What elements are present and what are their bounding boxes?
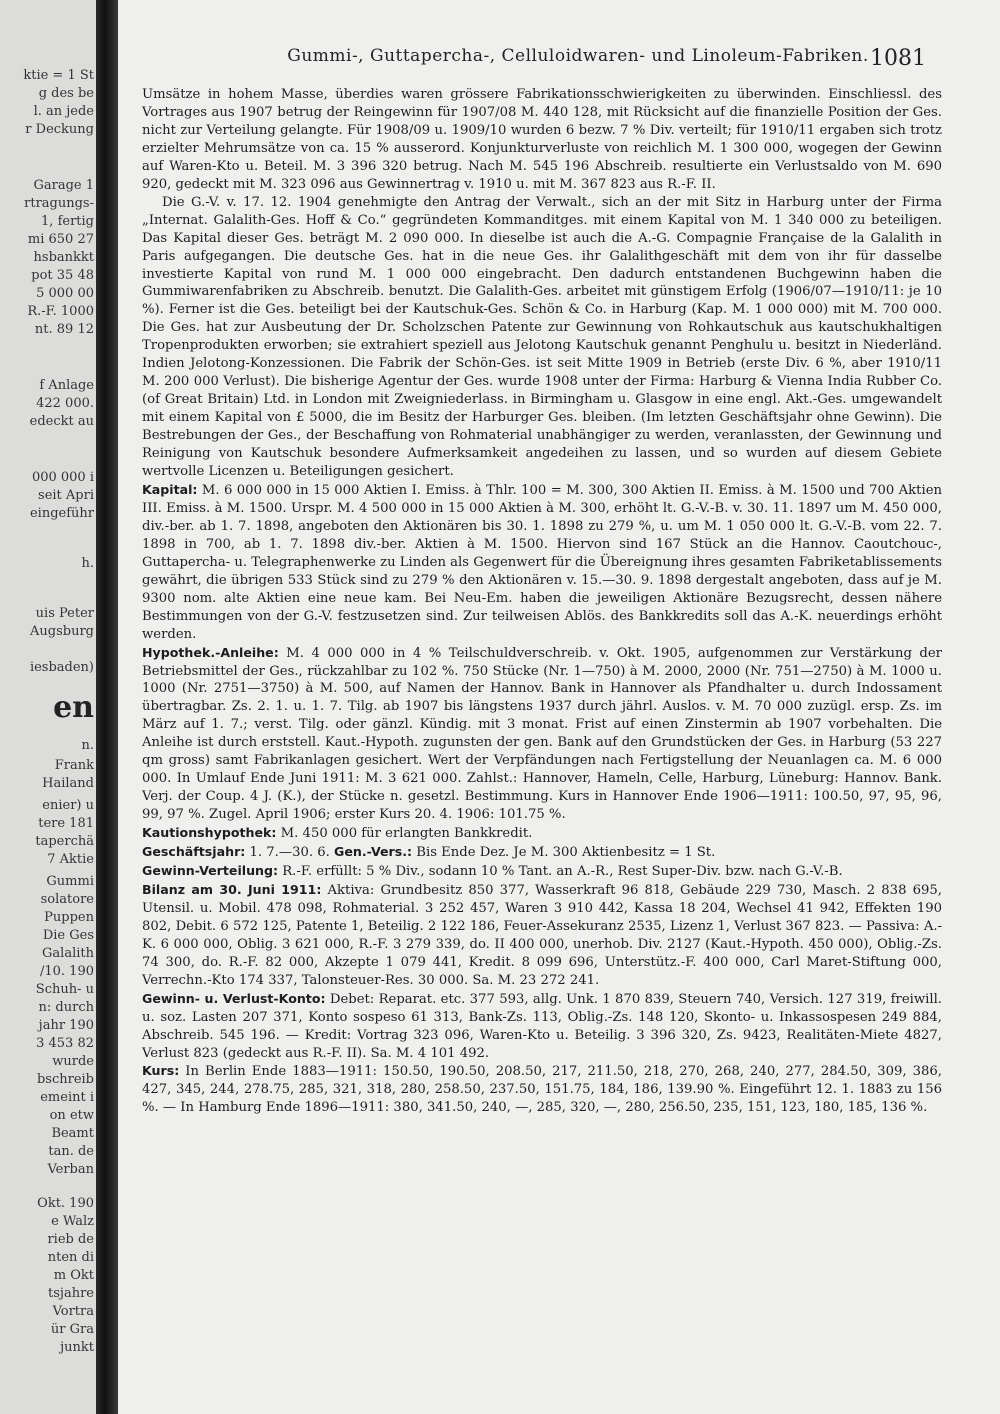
- left-margin-fragment: g des be: [38, 86, 94, 101]
- paragraph-gewinn-verteilung: [142, 862, 942, 881]
- section-label: Hypothek.-Anleihe:: [142, 644, 279, 660]
- left-margin-fragment: junkt: [60, 1340, 94, 1355]
- section-label: Kapital:: [142, 481, 198, 497]
- left-margin-fragment: Hailand: [42, 776, 94, 791]
- left-margin-fragment: Vortra: [52, 1304, 94, 1319]
- left-margin-fragment: Okt. 190: [37, 1196, 94, 1211]
- left-margin-fragment: emeint i: [40, 1090, 94, 1105]
- paragraph-beteiligungen: [142, 194, 942, 481]
- book-gutter: [96, 0, 118, 1414]
- page-number: 1081: [870, 46, 926, 71]
- left-margin-fragment: en: [53, 690, 94, 725]
- left-margin-fragment: hsbankkt: [33, 250, 94, 265]
- left-margin-fragment: Augsburg: [30, 624, 94, 639]
- left-margin-fragment: eingeführ: [29, 506, 94, 521]
- paragraph-text: R.-F. erfüllt: 5 % Div., sodann 10 % Tant. an A.-R., Rest Super-Div. bzw. nach G.-V.-B.: [278, 863, 843, 879]
- left-margin-fragment: rieb de: [47, 1232, 94, 1247]
- left-margin-fragment: /10. 190: [40, 964, 94, 979]
- left-margin-fragment: uis Peter: [35, 606, 94, 621]
- left-margin-fragment: ktie = 1 St: [23, 68, 94, 83]
- left-margin-fragment: Gummi: [46, 874, 94, 889]
- left-margin-fragment: edeckt au: [29, 414, 94, 429]
- left-margin-fragment: 1, fertig: [41, 214, 94, 229]
- left-margin-fragment: tere 181: [38, 816, 94, 831]
- paragraph-kautionshypothek: [142, 824, 942, 843]
- left-margin-fragment: 7 Aktie: [47, 852, 94, 867]
- paragraph-gewinn-verlust: [142, 990, 942, 1063]
- section-label: Gewinn-Verteilung:: [142, 862, 279, 878]
- paragraph-geschaeftsjahr: [142, 843, 942, 862]
- left-margin-fragment: Die Ges: [42, 928, 94, 943]
- left-margin-fragment: nten di: [47, 1250, 94, 1265]
- left-facing-page: [0, 0, 96, 1414]
- left-margin-fragment: Puppen: [44, 910, 94, 925]
- section-label: Kautionshypothek:: [142, 825, 277, 841]
- left-margin-fragment: Frank: [54, 758, 94, 773]
- paragraph-text: M. 6 000 000 in 15 000 Aktien I. Emiss. à Thlr. 100 = M. 300, 300 Aktien II. Emiss. à M. 1500 und 700 Aktien III. Emiss. à M. 1500. Urspr. M. 4 500 000 in 15 000 Aktien à M. 300, erhöht lt. G.-V.-B. v. 30. 11. 1897 um M. 450 000, div.-ber. ab 1. 7. 1898, angeboten den Aktionären bis 30. 1. 1898 zu 279 %, u. um M. 1 050 000 lt. G.-V.-B. vom 22. 7. 1898 in 700, ab 1. 7. 1898 div.-ber. Aktien à M. 1500. Hiervon sind 167 Stück an die Hannov. Caoutchouc-, Guttapercha- u. Telegraphenwerke zu Linden als Gegenwert für die Übereignung ihres gesamten Fabriketablissements gewährt, die übrigen 533 Stück sind zu 279 % den Aktionären v. 15.—30. 9. 1898 dergestalt angeboten, dass auf je M. 9300 nom. alte Aktien eine neue kam. Bei Neu-Em. haben die jeweiligen Aktionäre Bezugsrecht, dessen nähere Bestimmungen von der G.-V. festzusetzen sind. Zur teilweisen Ablös. des Bankkredits soll das A.-K. neuerdings erhöht werden.: [142, 482, 943, 642]
- paragraph-hypothek-anleihe: [142, 644, 942, 825]
- left-margin-fragment: rtragungs-: [24, 196, 94, 211]
- left-margin-fragment: jahr 190: [38, 1018, 94, 1033]
- left-margin-fragment: l. an jede: [33, 104, 94, 119]
- paragraph-text: Bis Ende Dez. Je M. 300 Aktienbesitz = 1 St.: [412, 845, 716, 861]
- section-label: Kurs:: [142, 1063, 180, 1079]
- paragraph-text: In Berlin Ende 1883—1911: 150.50, 190.50, 208.50, 217, 211.50, 218, 270, 268, 240, 277, 284.50, 309, 386, 427, 345, 244, 278.75, 285, 321, 318, 280, 258.50, 237.50, 151.75, 184, 186, 139.90 %. Eingeführt 12. 1. 1883 zu 156 %. — In Hamburg Ende 1896—1911: 380, 341.50, 240, —, 285, 320, —, 280, 256.50, 235, 151, 123, 180, 185, 136 %.: [142, 1064, 942, 1116]
- left-margin-fragment: Verban: [47, 1162, 94, 1177]
- left-margin-fragment: iesbaden): [29, 660, 94, 675]
- left-margin-fragment: pot 35 48: [31, 268, 94, 283]
- section-label: Gen.-Vers.:: [334, 844, 413, 860]
- left-margin-fragment: f Anlage: [39, 378, 94, 393]
- left-margin-fragment: bschreib: [36, 1072, 94, 1087]
- left-margin-fragment: h.: [81, 556, 94, 571]
- left-margin-fragment: taperchä: [35, 834, 94, 849]
- left-margin-fragment: e Walz: [51, 1214, 94, 1229]
- paragraph-text: 1. 7.—30. 6.: [245, 845, 335, 861]
- left-margin-fragment: Beamt: [51, 1126, 94, 1141]
- left-margin-fragment: Schuh- u: [35, 982, 94, 997]
- left-margin-fragment: tsjahre: [48, 1286, 94, 1301]
- paragraph-bilanz: [142, 881, 942, 990]
- paragraph-kapital: [142, 481, 942, 644]
- left-margin-fragment: 422 000.: [36, 396, 94, 411]
- paragraph-text: Aktiva: Grundbesitz 850 377, Wasserkraft 96 818, Gebäude 229 730, Masch. 2 838 695, Utensil. u. Mobil. 478 098, Rohmaterial. 3 252 457, Waren 3 910 442, Kassa 18 204, Wechsel 41 942, Effekten 190 802, Debit. 6 572 125, Patente 1, Beteilig. 2 122 186, Feuer-Assekuranz 2535, Lizenz 1, Verlust 367 823. — Passiva: A.-K. 6 000 000, Oblig. 3 621 000, R.-F. 3 279 339, do. II 400 000, unerhob. Div. 2127 (Kaut.-Hypoth. 450 000), Oblig.-Zs. 74 300, do. R.-F. 82 000, Akzepte 1 079 441, Kredit. 8 099 696, Unterstütz.-F. 400 000, Carl Maret-Stiftung 000, Verrechn.-Kto 174 337, Talonsteuer-Res. 30 000. Sa. M. 23 272 241.: [142, 882, 942, 988]
- left-margin-fragment: mi 650 27: [27, 232, 94, 247]
- left-margin-fragment: m Okt: [53, 1268, 94, 1283]
- left-margin-fragment: enier) u: [42, 798, 94, 813]
- left-margin-fragment: n: durch: [38, 1000, 94, 1015]
- running-header: Gummi-, Guttapercha-, Celluloidwaren- und Linoleum-Fabriken.: [287, 46, 869, 66]
- left-margin-fragment: wurde: [52, 1054, 94, 1069]
- document-page: [118, 0, 1000, 1414]
- left-margin-fragment: r Deckung: [25, 122, 94, 137]
- left-margin-fragment: solatore: [40, 892, 94, 907]
- left-margin-fragment: tan. de: [48, 1144, 94, 1159]
- section-label: Geschäftsjahr:: [142, 844, 246, 860]
- section-label: Gewinn- u. Verlust-Konto:: [142, 990, 326, 1006]
- paragraph-text: M. 4 000 000 in 4 % Teilschuldverschreib. v. Okt. 1905, aufgenommen zur Verstärkung der Betriebsmittel der Ges., rückzahlbar zu 102 %. 750 Stücke (Nr. 1—750) à M. 2000, 2000 (Nr. 751—2750) à M. 1000 u. 1000 (Nr. 2751—3750) à M. 500, auf Namen der Hannov. Bank in Hannover als Pfandhalter u. durch Indossament übertragbar. Zs. 2. 1. u. 1. 7. Tilg. ab 1907 bis längstens 1937 durch jährl. Auslos. v. M. 70 000 zuzügl. ersp. Zs. im März auf 1. 7.; verst. Tilg. oder gänzl. Kündig. mit 3 monat. Frist auf einen Zinstermin ab 1907 vorbehalten. Die Anleihe ist durch erststell. Kaut.-Hypoth. zugunsten der gen. Bank auf den Grundstücken der Ges. in Harburg (53 227 qm gross) samt Fabrikanlagen gesichert. Wert der Verpfändungen nach Fertigstellung der Neuanlagen ca. M. 6 000 000. In Umlauf Ende Juni 1911: M. 3 621 000. Zahlst.: Hannover, Hameln, Celle, Harburg, Lüneburg: Hannov. Bank. Verj. der Coup. 4 J. (K.), der Stücke n. gesetzl. Bestimmung. Kurs in Hannover Ende 1906—1911: 100.50, 97, 95, 96, 99, 97 %. Zugel. April 1906; erster Kurs 20. 4. 1906: 101.75 %.: [142, 645, 942, 823]
- left-margin-fragment: 000 000 i: [31, 470, 94, 485]
- body-text: [142, 86, 942, 1117]
- left-margin-fragment: 5 000 00: [36, 286, 94, 301]
- left-margin-fragment: on etw: [49, 1108, 94, 1123]
- left-margin-fragment: Garage 1: [33, 178, 94, 193]
- left-margin-fragment: ür Gra: [50, 1322, 94, 1337]
- left-margin-fragment: R.-F. 1000: [27, 304, 94, 319]
- paragraph-text: Debet: Reparat. etc. 377 593, allg. Unk. 1 870 839, Steuern 740, Versich. 127 319, freiwill. u. soz. Lasten 207 371, Konto sospeso 61 313, Bank-Zs. 113, Oblig.-Zs. 148 120, Skonto- u. Inkassospesen 249 884, Abschreib. 545 196. — Kredit: Vortrag 323 096, Waren-Kto u. Beteilig. 3 396 320, Zs. 9423, Realitäten-Miete 4827, Verlust 823 (gedeckt aus R.-F. II). Sa. M. 4 101 492.: [142, 991, 942, 1061]
- paragraph-kurs: [142, 1062, 942, 1117]
- left-margin-fragment: Galalith: [42, 946, 94, 961]
- paragraph-text: M. 450 000 für erlangten Bankkredit.: [276, 826, 533, 842]
- left-margin-fragment: nt. 89 12: [34, 322, 94, 337]
- left-margin-fragment: n.: [81, 738, 94, 753]
- paragraph-text: Die G.-V. v. 17. 12. 1904 genehmigte den Antrag der Verwalt., sich an der mit Sitz in Harburg unter der Firma „Internat. Galalith-Ges. Hoff & Co.“ gegründeten Kommanditges. mit einem Kapital von M. 1 340 000 zu beteiligen. Das Kapital dieser Ges. beträgt M. 2 090 000. In dieselbe ist auch die A.-G. Compagnie Française de la Galalith in Paris aufgegangen. Die deutsche Ges. hat in die neue Ges. ihr Galalithgeschäft mit dem von ihr für dasselbe investierte Kapital von rund M. 1 000 000 eingebracht. Den dadurch entstandenen Buchgewinn haben die Gummiwarenfabriken zu Abschreib. benutzt. Die Galalith-Ges. arbeitet mit günstigem Erfolg (1906/07—1910/11: je 10 %). Ferner ist die Ges. beteiligt bei der Kautschuk-Ges. Schön & Co. in Harburg (Kap. M. 1 000 000) mit M. 700 000. Die Ges. hat zur Ausbeutung der Dr. Scholzschen Patente zur Gewinnung von Rohkautschuk aus kautschukhaltigen Tropenprodukten erworben; sie extrahiert speziell aus Jelotong Kautschuk genannt Penghulu u. besitzt in Niederländ. Indien Jelotong-Konzessionen. Die Fabrik der Schön-Ges. ist seit Mitte 1909 in Betrieb (erste Div. 6 %, aber 1910/11 M. 200 000 Verlust). Die bisherige Agentur der Ges. wurde 1908 unter der Firma: Harburg & Vienna India Rubber Co. (of Great Britain) Ltd. in London mit Zweigniederlass. in Birmingham u. Glasgow in eine engl. Akt.-Ges. umgewandelt mit einem Kapital von £ 5000, die im Besitz der Harburger Ges. bleiben. (Im letzten Geschäftsjahr ohne Gewinn). Die Bestrebungen der Ges., der Beschaffung von Rohmaterial unabhängiger zu werden, veranlassten, der Gewinnung und Reinigung von Kautschuk besondere Aufmerksamkeit angedeihen zu lassen, und so wurden auf diesem Gebiete wertvolle Licenzen u. Beteiligungen gesichert.: [142, 194, 942, 480]
- paragraph-umsaetze: [142, 86, 942, 194]
- section-label: Bilanz am 30. Juni 1911:: [142, 881, 322, 897]
- paragraph-text: Umsätze in hohem Masse, überdies waren grössere Fabrikationsschwierigkeiten zu überwinden. Einschliessl. des Vortrages aus 1907 betrug der Reingewinn für 1907/08 M. 440 128, mit Rücksicht auf die finanzielle Position der Ges. nicht zur Verteilung gelangte. Für 1908/09 u. 1909/10 wurden 6 bezw. 7 % Div. verteilt; für 1910/11 ergaben sich trotz erzielter Mehrumsätze von ca. 15 % ausserord. Konjunkturverluste von reichlich M. 1 300 000, wogegen der Gewinn auf Waren-Kto u. Beteil. M. 3 396 320 betrug. Nach M. 545 196 Abschreib. resultierte ein Verlustsaldo von M. 690 920, gedeckt mit M. 323 096 aus Gewinnertrag v. 1910 u. mit M. 367 823 aus R.-F. II.: [142, 87, 942, 192]
- left-margin-fragment: 3 453 82: [36, 1036, 94, 1051]
- left-margin-fragment: seit Apri: [38, 488, 94, 503]
